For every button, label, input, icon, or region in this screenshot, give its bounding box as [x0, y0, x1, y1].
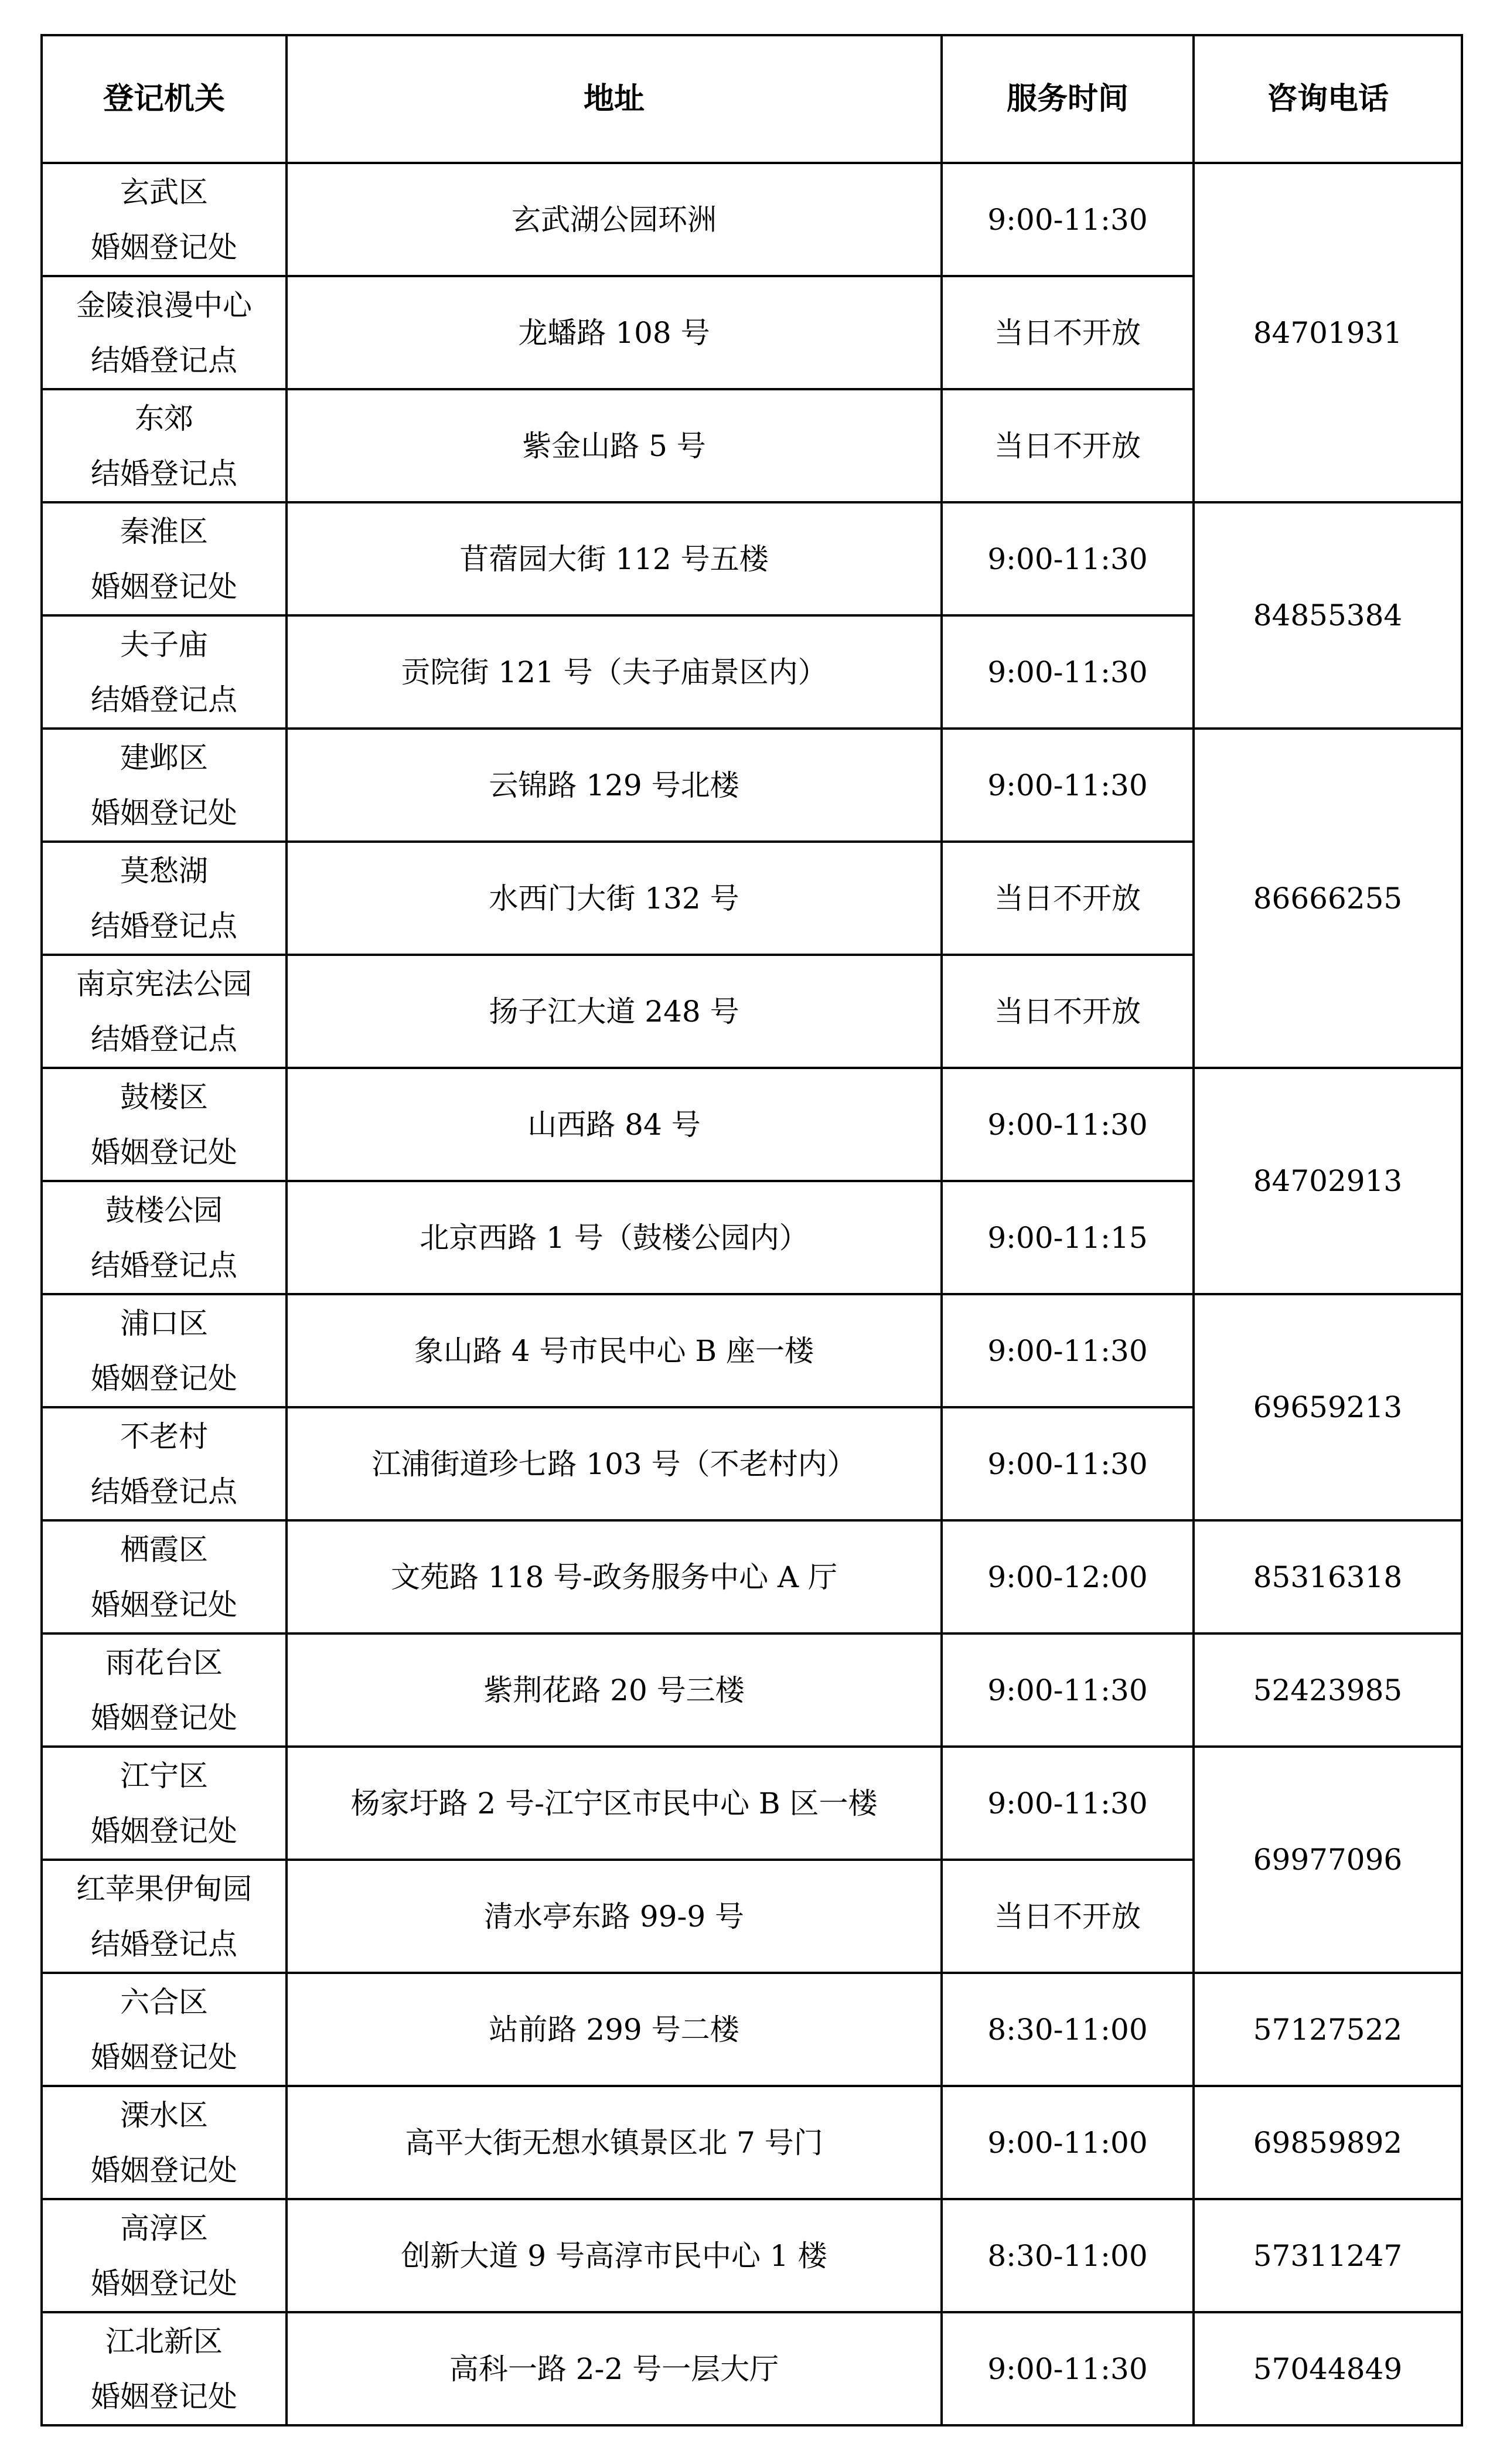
hours-cell: 9:00-11:30	[942, 163, 1194, 276]
address-cell: 创新大道 9 号高淳市民中心 1 楼	[287, 2199, 942, 2312]
office-type: 婚姻登记处	[91, 2040, 237, 2074]
office-name: 秦淮区	[120, 514, 208, 549]
office-type: 婚姻登记处	[91, 1587, 237, 1622]
office-name: 东郊	[135, 401, 193, 435]
address-cell: 苜蓿园大街 112 号五楼	[287, 502, 942, 615]
table-row	[42, 729, 1462, 842]
office-type: 结婚登记点	[91, 1022, 237, 1056]
table-row	[42, 502, 1462, 615]
office-cell	[42, 615, 287, 729]
office-name: 栖霞区	[120, 1532, 208, 1567]
phone-cell: 57044849	[1194, 2312, 1462, 2425]
office-type: 婚姻登记处	[91, 2379, 237, 2414]
office-cell	[42, 1860, 287, 1973]
address-cell: 杨家圩路 2 号-江宁区市民中心 B 区一楼	[287, 1747, 942, 1860]
office-cell	[42, 1747, 287, 1860]
office-name: 浦口区	[120, 1306, 208, 1340]
hours-cell: 9:00-11:30	[942, 1068, 1194, 1181]
address-cell: 北京西路 1 号（鼓楼公园内）	[287, 1181, 942, 1294]
address-cell: 江浦街道珍七路 103 号（不老村内）	[287, 1407, 942, 1520]
address-cell: 玄武湖公园环洲	[287, 163, 942, 276]
office-type: 婚姻登记处	[91, 795, 237, 830]
phone-cell: 69977096	[1194, 1747, 1462, 1973]
office-name: 南京宪法公园	[76, 966, 252, 1001]
office-type: 结婚登记点	[91, 682, 237, 717]
office-type: 婚姻登记处	[91, 1361, 237, 1396]
table-row	[42, 1068, 1462, 1181]
phone-cell: 57127522	[1194, 1973, 1462, 2086]
header-office: 登记机关	[42, 35, 287, 163]
office-cell	[42, 1181, 287, 1294]
phone-cell: 84702913	[1194, 1068, 1462, 1294]
office-cell	[42, 2199, 287, 2312]
office-name: 鼓楼公园	[105, 1193, 223, 1227]
hours-cell: 9:00-11:30	[942, 2312, 1194, 2425]
hours-cell: 9:00-11:30	[942, 1294, 1194, 1407]
hours-cell: 9:00-12:00	[942, 1520, 1194, 1633]
phone-cell: 84701931	[1194, 163, 1462, 502]
hours-cell: 当日不开放	[942, 1860, 1194, 1973]
hours-cell: 9:00-11:30	[942, 1407, 1194, 1520]
phone-cell: 69659213	[1194, 1294, 1462, 1520]
office-type: 婚姻登记处	[91, 2266, 237, 2300]
hours-cell: 9:00-11:00	[942, 2086, 1194, 2199]
address-cell: 文苑路 118 号-政务服务中心 A 厅	[287, 1520, 942, 1633]
office-name: 建邺区	[120, 740, 208, 775]
office-cell	[42, 1294, 287, 1407]
office-type: 结婚登记点	[91, 1248, 237, 1282]
office-name: 六合区	[120, 1985, 208, 2019]
hours-cell: 9:00-11:30	[942, 1633, 1194, 1747]
hours-cell: 8:30-11:00	[942, 1973, 1194, 2086]
office-type: 婚姻登记处	[91, 230, 237, 264]
table-row	[42, 1633, 1462, 1747]
office-type: 结婚登记点	[91, 456, 237, 491]
office-name: 红苹果伊甸园	[76, 1871, 252, 1906]
header-phone: 咨询电话	[1194, 35, 1462, 163]
table-row	[42, 2086, 1462, 2199]
office-type: 婚姻登记处	[91, 1813, 237, 1848]
table-row	[42, 1294, 1462, 1407]
hours-cell: 9:00-11:30	[942, 502, 1194, 615]
table-header-row	[42, 35, 1462, 163]
office-cell	[42, 163, 287, 276]
phone-cell: 86666255	[1194, 729, 1462, 1068]
office-name: 不老村	[120, 1419, 208, 1454]
office-name: 江宁区	[120, 1758, 208, 1793]
address-cell: 象山路 4 号市民中心 B 座一楼	[287, 1294, 942, 1407]
address-cell: 水西门大街 132 号	[287, 842, 942, 955]
hours-cell: 9:00-11:30	[942, 1747, 1194, 1860]
office-cell	[42, 729, 287, 842]
office-cell	[42, 1068, 287, 1181]
office-name: 溧水区	[120, 2098, 208, 2132]
office-cell	[42, 1407, 287, 1520]
office-type: 结婚登记点	[91, 343, 237, 377]
office-name: 玄武区	[120, 175, 208, 209]
table-body	[42, 163, 1462, 2425]
office-type: 结婚登记点	[91, 1927, 237, 1961]
office-cell	[42, 1633, 287, 1747]
address-cell: 紫荆花路 20 号三楼	[287, 1633, 942, 1747]
office-cell	[42, 1973, 287, 2086]
hours-cell: 当日不开放	[942, 842, 1194, 955]
office-name: 高淳区	[120, 2211, 208, 2245]
office-type: 婚姻登记处	[91, 2153, 237, 2187]
hours-cell: 9:00-11:30	[942, 729, 1194, 842]
hours-cell: 9:00-11:30	[942, 615, 1194, 729]
address-cell: 紫金山路 5 号	[287, 389, 942, 502]
phone-cell: 85316318	[1194, 1520, 1462, 1633]
header-hours: 服务时间	[942, 35, 1194, 163]
office-cell	[42, 276, 287, 389]
office-cell	[42, 2312, 287, 2425]
office-type: 婚姻登记处	[91, 569, 237, 604]
table-row	[42, 1520, 1462, 1633]
office-type: 结婚登记点	[91, 908, 237, 943]
address-cell: 山西路 84 号	[287, 1068, 942, 1181]
office-cell	[42, 842, 287, 955]
hours-cell: 8:30-11:00	[942, 2199, 1194, 2312]
office-name: 江北新区	[105, 2324, 223, 2359]
hours-cell: 9:00-11:15	[942, 1181, 1194, 1294]
office-cell	[42, 955, 287, 1068]
header-address: 地址	[287, 35, 942, 163]
phone-cell: 84855384	[1194, 502, 1462, 729]
office-type: 婚姻登记处	[91, 1135, 237, 1169]
hours-cell: 当日不开放	[942, 955, 1194, 1068]
hours-cell: 当日不开放	[942, 276, 1194, 389]
address-cell: 站前路 299 号二楼	[287, 1973, 942, 2086]
table-row	[42, 163, 1462, 276]
address-cell: 龙蟠路 108 号	[287, 276, 942, 389]
office-name: 金陵浪漫中心	[76, 288, 252, 322]
address-cell: 高科一路 2-2 号一层大厅	[287, 2312, 942, 2425]
phone-cell: 69859892	[1194, 2086, 1462, 2199]
office-name: 夫子庙	[120, 627, 208, 662]
office-type: 婚姻登记处	[91, 1700, 237, 1735]
table-row	[42, 1747, 1462, 1860]
hours-cell: 当日不开放	[942, 389, 1194, 502]
office-cell	[42, 502, 287, 615]
table-row	[42, 2199, 1462, 2312]
registration-offices-table	[40, 34, 1463, 2426]
office-name: 雨花台区	[105, 1645, 223, 1680]
office-cell	[42, 389, 287, 502]
address-cell: 清水亭东路 99-9 号	[287, 1860, 942, 1973]
address-cell: 云锦路 129 号北楼	[287, 729, 942, 842]
office-type: 结婚登记点	[91, 1474, 237, 1509]
office-cell	[42, 2086, 287, 2199]
office-cell	[42, 1520, 287, 1633]
office-name: 莫愁湖	[120, 853, 208, 888]
address-cell: 贡院街 121 号（夫子庙景区内）	[287, 615, 942, 729]
phone-cell: 57311247	[1194, 2199, 1462, 2312]
phone-cell: 52423985	[1194, 1633, 1462, 1747]
table-row	[42, 2312, 1462, 2425]
address-cell: 高平大街无想水镇景区北 7 号门	[287, 2086, 942, 2199]
office-name: 鼓楼区	[120, 1080, 208, 1114]
table-row	[42, 1973, 1462, 2086]
address-cell: 扬子江大道 248 号	[287, 955, 942, 1068]
